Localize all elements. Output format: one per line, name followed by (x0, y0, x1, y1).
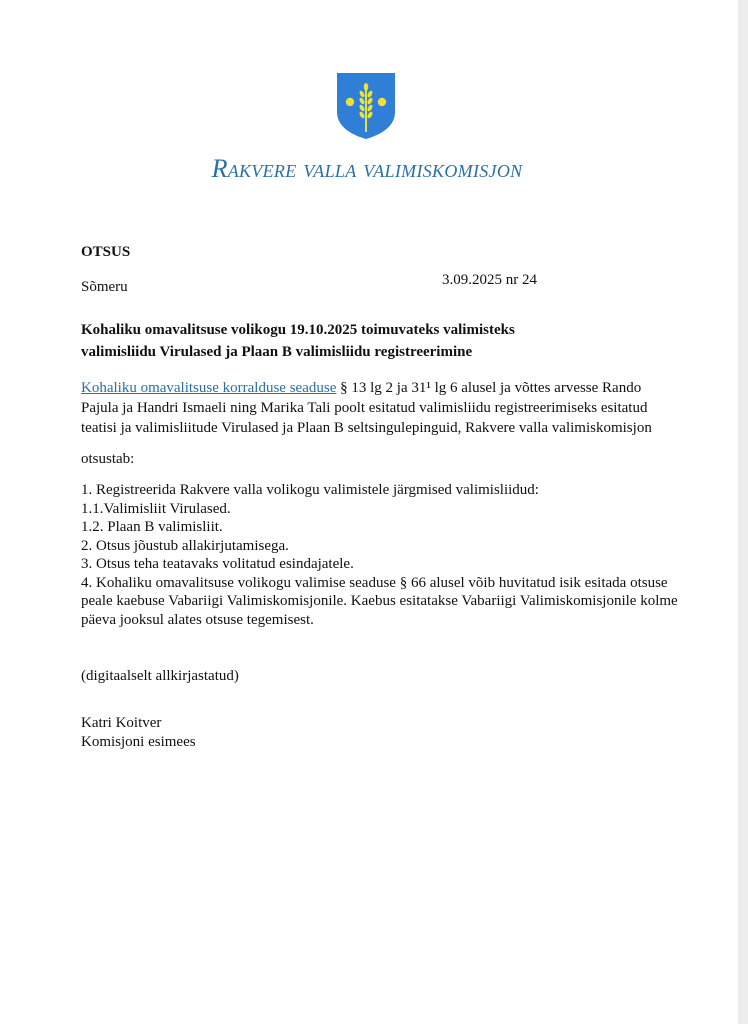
organization-title: Rakvere valla valimiskomisjon (211, 154, 523, 183)
signer-name: Katri Koitver (81, 715, 162, 731)
law-link[interactable]: Kohaliku omavalitsuse korralduse seaduse (81, 380, 337, 396)
page-edge (738, 0, 748, 1024)
coat-of-arms-icon (336, 72, 396, 140)
document-place: Sõmeru (81, 279, 128, 295)
signer-role: Komisjoni esimees (81, 734, 196, 750)
decision-point: 2. Otsus jõustub allakirjutamisega. (81, 537, 289, 554)
heading-line-1: Kohaliku omavalitsuse volikogu 19.10.2025 toimuvateks valimisteks (81, 322, 515, 338)
heading-line-2: valimisliidu Virulased ja Plaan B valimisliidu registreerimine (81, 344, 473, 360)
decision-point: 1.1.Valimisliit Virulased. (81, 500, 231, 517)
document-heading (81, 319, 641, 363)
signer-block (81, 714, 196, 752)
document-type: OTSUS (81, 244, 131, 260)
signature-note: (digitaalselt allkirjastatud) (81, 668, 239, 684)
decision-point: 1. Registreerida Rakvere valla volikogu valimistele järgmised valimisliidud: (81, 482, 539, 498)
intro-text: § 13 lg 2 ja 31¹ lg 6 alusel ja võttes arvesse Rando Pajula ja Handri Ismaeli ning Marika Tali poolt esitatud valimisliidu registreerimiseks esitatud teatisi ja valimisliitude Virulased ja Plaan B seltsingulepinguid, Rakvere valla valimiskomisjon (81, 380, 652, 436)
decision-point: 4. Kohaliku omavalitsuse volikogu valimise seaduse § 66 alusel võib huvitatud isik esitada otsuse peale kaebuse Vabariigi Valimiskomisjonile. Kaebus esitatakse Vabariigi Valimiskomisjonile kolme päeva jooksul alates otsuse tegemisest. (81, 574, 678, 628)
document-date-number: 3.09.2025 nr 24 (442, 272, 537, 288)
intro-paragraph (81, 378, 681, 438)
decision-point: 3. Otsus teha teatavaks volitatud esindajatele. (81, 556, 354, 572)
decides-label: otsustab: (81, 451, 135, 467)
decision-point: 1.2. Plaan B valimisliit. (81, 519, 223, 535)
decision-points (81, 481, 681, 629)
